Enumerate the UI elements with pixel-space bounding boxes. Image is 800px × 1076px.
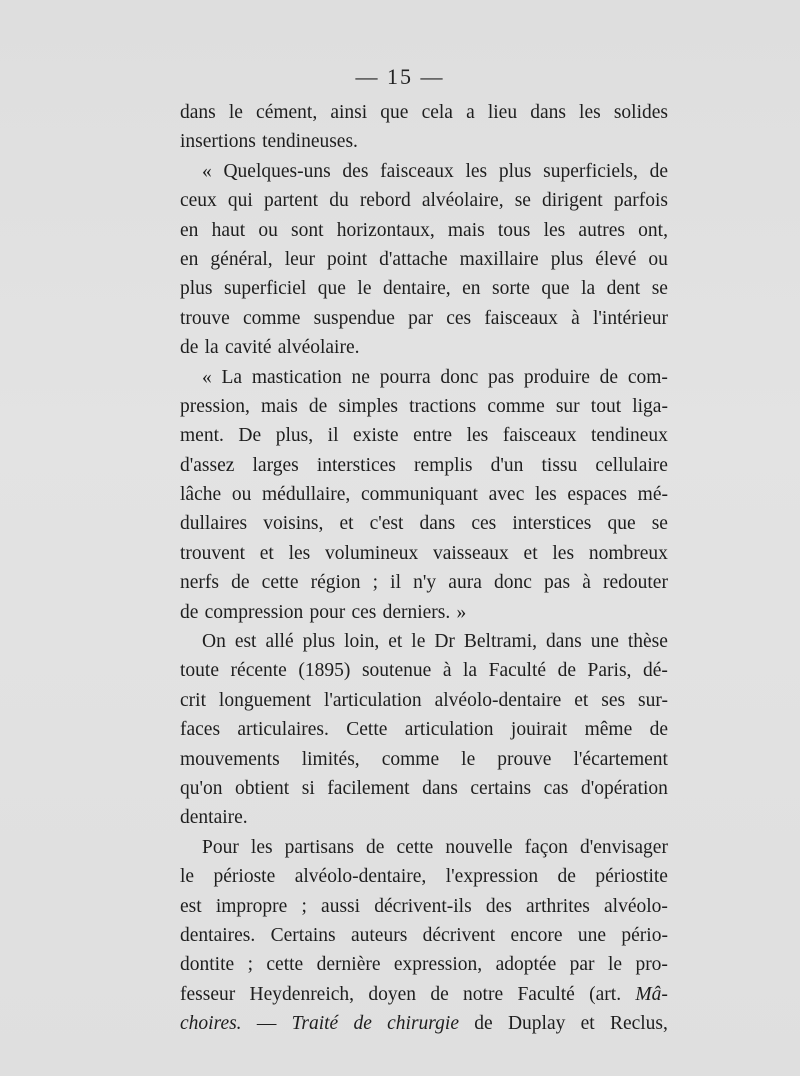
word: (art. (589, 983, 622, 1005)
word: d'un (490, 454, 524, 476)
word: Mâ- (635, 983, 668, 1005)
word: sur (555, 395, 580, 417)
word: cette (261, 572, 299, 594)
word: de (308, 395, 328, 417)
word: Faculté (488, 660, 547, 682)
word: redouter (602, 572, 668, 594)
text-line (180, 862, 668, 891)
word: communiquant (360, 484, 478, 506)
word: certains (470, 777, 532, 799)
word: plus (180, 278, 213, 300)
word: interstices (316, 454, 396, 476)
word: entre (413, 425, 453, 447)
word: qu'on (180, 777, 223, 799)
word: que (380, 102, 409, 123)
word: en (180, 248, 199, 270)
word: adoptée (495, 954, 557, 976)
word: (1895) (298, 660, 351, 682)
word: dans (545, 631, 582, 653)
word: Faculté (517, 983, 575, 1005)
word: d'assez (180, 454, 235, 476)
word: l'intérieur (593, 307, 668, 329)
word: d'attache (379, 248, 448, 270)
word: Paris, (587, 660, 632, 682)
word: pro- (635, 954, 668, 976)
text-line (180, 186, 668, 215)
word: en (180, 219, 199, 241)
word: jouirait (510, 719, 568, 741)
word: cette (266, 954, 304, 976)
word: de (180, 601, 199, 623)
word: qui (227, 190, 253, 212)
word: interstices (512, 513, 592, 535)
word: donc (440, 366, 479, 388)
word: ou (258, 219, 278, 241)
word: que (541, 278, 570, 300)
word: de (649, 719, 668, 741)
word: le (180, 866, 195, 888)
word: à (571, 307, 580, 329)
word: aura (448, 572, 482, 594)
text-line (180, 803, 668, 832)
word: si (301, 777, 315, 799)
word: mouvements (180, 748, 280, 770)
word: il (327, 425, 339, 447)
word: les (465, 160, 488, 182)
word: les (579, 102, 601, 123)
word: Certains (270, 924, 336, 946)
word: tissu (541, 454, 578, 476)
word: nerfs (180, 572, 219, 594)
text-line (180, 715, 668, 744)
word: La (221, 366, 243, 388)
word: d'opération (581, 777, 668, 799)
word: plus (550, 248, 584, 270)
word: partent (263, 190, 319, 212)
word: région (310, 572, 361, 594)
word: » (456, 601, 467, 623)
word: est (180, 895, 202, 917)
text-line (180, 656, 668, 685)
word: cavité (224, 337, 272, 359)
word: dans (419, 513, 456, 535)
word: leur (284, 248, 316, 270)
word: horizontaux, (336, 219, 435, 241)
word: de (430, 983, 449, 1005)
word: cas (543, 777, 569, 799)
word: limités, (301, 748, 360, 770)
word: vaisseaux (432, 542, 509, 564)
word: toute (180, 660, 219, 682)
word: arthrites (525, 895, 590, 917)
word: nombreux (588, 542, 668, 564)
word: prouve (497, 748, 552, 770)
word: de (599, 366, 619, 388)
word: de (353, 1013, 372, 1035)
word: se (651, 278, 668, 300)
word: l'expression (445, 866, 539, 888)
word: le (357, 278, 372, 300)
word: Dr (434, 631, 455, 653)
word: crit (180, 689, 206, 711)
word: et (523, 542, 538, 564)
word: alvéolo- (604, 895, 668, 917)
word: il (390, 572, 401, 594)
word: nouvelle (445, 836, 513, 858)
word: la (581, 278, 596, 300)
word: comme (487, 395, 545, 417)
word: fesseur (180, 983, 236, 1005)
word: les (535, 484, 557, 506)
text-line (180, 216, 668, 245)
word: sur- (638, 689, 668, 711)
word: la (463, 660, 478, 682)
text-line (180, 274, 668, 303)
word: compression (204, 601, 304, 623)
word: les (288, 542, 311, 564)
word: pas (544, 572, 571, 594)
word: produire (523, 366, 590, 388)
word: cellulaire (595, 454, 668, 476)
word: trouve (180, 307, 230, 329)
word: le (607, 954, 623, 976)
word: remplis (414, 454, 473, 476)
word: « (202, 160, 212, 182)
word: médullaire, (262, 484, 351, 506)
word: plus (498, 160, 532, 182)
word: ces (351, 601, 377, 623)
word: autres (578, 219, 625, 241)
word: parfois (613, 190, 668, 212)
word: le (461, 748, 476, 770)
word: à (442, 660, 452, 682)
word: mais (260, 395, 298, 417)
word: l'écartement (573, 748, 668, 770)
word: choires. (180, 1013, 242, 1035)
word: tous (497, 219, 531, 241)
word: les (250, 836, 273, 858)
word: faisceaux (380, 160, 454, 182)
word: à (582, 572, 591, 594)
text-line (180, 1009, 668, 1038)
text-line (180, 304, 668, 333)
word: Traité (291, 1013, 339, 1035)
word: la (204, 337, 219, 359)
word: cément, (256, 102, 318, 123)
text-line (180, 392, 668, 421)
word: faisceaux (502, 425, 577, 447)
word: comme (243, 307, 301, 329)
word: alvéolaire, (421, 190, 504, 212)
word: rebord (359, 190, 411, 212)
word: une (590, 631, 619, 653)
word: ont, (638, 219, 668, 241)
word: pério- (621, 924, 668, 946)
word: et (580, 1013, 595, 1035)
text-line (180, 451, 668, 480)
word: et (259, 542, 274, 564)
word: tout (590, 395, 622, 417)
word: lieu (487, 102, 518, 123)
word: se (514, 190, 531, 212)
text-line (180, 127, 668, 156)
word: ; (301, 895, 307, 917)
word: « (202, 366, 212, 388)
word: point (327, 248, 368, 270)
word: suspendue (313, 307, 395, 329)
word: des (342, 160, 369, 182)
page-number: — 15 — (355, 64, 445, 89)
word: plus (302, 631, 336, 653)
word: dentaires. (180, 924, 256, 946)
word: dans (180, 102, 216, 123)
word: façon (524, 836, 568, 858)
word: obtient (235, 777, 290, 799)
word: derniers. (382, 601, 451, 623)
text-line (180, 480, 668, 509)
word: thèse (627, 631, 668, 653)
word: expression, (393, 954, 483, 976)
word: espaces (567, 484, 627, 506)
word: de (557, 866, 576, 888)
word: comme (381, 748, 440, 770)
word: n'y (413, 572, 437, 594)
word: trouvent (180, 542, 245, 564)
word: allé (265, 631, 294, 653)
word: com- (627, 366, 668, 388)
word: a (466, 102, 475, 123)
word: est (234, 631, 257, 653)
word: volumineux (325, 542, 419, 564)
word: dentaire. (180, 807, 248, 829)
word: encore (510, 924, 563, 946)
word: cette (396, 836, 434, 858)
word: tractions (409, 395, 477, 417)
word: élevé (595, 248, 637, 270)
word: de (366, 836, 385, 858)
word: facilement (327, 777, 410, 799)
word: récente (230, 660, 287, 682)
word: tendineuses. (262, 131, 358, 153)
word: Cette (346, 719, 388, 741)
word: dirigent (542, 190, 603, 212)
word: impropre (215, 895, 288, 917)
word: d'envisager (579, 836, 668, 858)
word: ; (372, 572, 379, 594)
word: ainsi (330, 102, 368, 123)
word: Beltrami, (463, 631, 537, 653)
word: de (180, 337, 199, 359)
word: simples (338, 395, 398, 417)
text-line (180, 745, 668, 774)
word: et (339, 513, 354, 535)
word: ne (351, 366, 370, 388)
word: même (584, 719, 633, 741)
word: dernière (316, 954, 381, 976)
word: notre (463, 983, 504, 1005)
word: pression, (180, 395, 250, 417)
text-line (180, 539, 668, 568)
word: loin, (344, 631, 380, 653)
word: le (228, 102, 243, 123)
word: et (574, 689, 589, 711)
word: aussi (321, 895, 361, 917)
word: les (543, 219, 566, 241)
word: soutenue (361, 660, 432, 682)
word: dontite (180, 954, 235, 976)
word: dans (422, 777, 458, 799)
word: auteurs (350, 924, 408, 946)
text-line (180, 363, 668, 392)
word: et (388, 631, 403, 653)
word: Duplay (507, 1013, 566, 1035)
word: haut (211, 219, 246, 241)
text-line (180, 686, 668, 715)
word: dentaire, (382, 278, 451, 300)
word: se (651, 513, 668, 535)
word: solides (613, 102, 668, 123)
word: articulaires. (237, 719, 329, 741)
word: de (557, 660, 576, 682)
word: ceux (180, 190, 217, 212)
word: périoste (213, 866, 276, 888)
text-line (180, 892, 668, 921)
text-line (180, 333, 668, 362)
word: voisins, (263, 513, 324, 535)
word: par (408, 307, 433, 329)
word: Heydenreich, (249, 983, 355, 1005)
text-line (180, 245, 668, 274)
word: doyen (368, 983, 417, 1005)
text-line (180, 921, 668, 950)
word: Reclus, (609, 1013, 668, 1035)
word: l'articulation (323, 689, 422, 711)
word: maxillaire (459, 248, 539, 270)
word: faisceaux (484, 307, 558, 329)
text-line (180, 627, 668, 656)
word: de (474, 1013, 493, 1035)
word: ces (446, 307, 472, 329)
word: une (577, 924, 607, 946)
word: général, (210, 248, 273, 270)
word: ment. (180, 425, 224, 447)
word: alvéolo-dentaire (434, 689, 562, 711)
word: des (485, 895, 512, 917)
body-text (180, 98, 668, 1039)
word: le (411, 631, 426, 653)
word: tendineux (591, 425, 668, 447)
word: c'est (369, 513, 404, 535)
word: dans (530, 102, 566, 123)
text-line (180, 980, 668, 1009)
word: insertions (180, 131, 256, 153)
word: en (462, 278, 481, 300)
word: articulation (404, 719, 494, 741)
word: du (329, 190, 349, 212)
word: décrivent-ils (374, 895, 472, 917)
word: Quelques-uns (223, 160, 331, 182)
word: dé- (642, 660, 668, 682)
word: mastication (251, 366, 342, 388)
word: dullaires (180, 513, 248, 535)
word: On (202, 631, 226, 653)
text-line (180, 98, 668, 127)
text-line (180, 774, 668, 803)
word: périostite (595, 866, 668, 888)
text-line (180, 950, 668, 979)
word: pourra (379, 366, 431, 388)
word: les (466, 425, 489, 447)
word: sont (291, 219, 324, 241)
word: chirurgie (387, 1013, 459, 1035)
word: pour (309, 601, 346, 623)
word: ou (231, 484, 252, 506)
word: superficiels, (543, 160, 638, 182)
text-line (180, 157, 668, 186)
word: faces (180, 719, 221, 741)
word: alvéolo-dentaire, (294, 866, 427, 888)
word: ou (648, 248, 668, 270)
word: de (231, 572, 250, 594)
word: plus, (275, 425, 314, 447)
word: De (238, 425, 262, 447)
word: lâche (180, 484, 222, 506)
word: que (317, 278, 346, 300)
word: alvéolaire. (277, 337, 360, 359)
word: liga- (632, 395, 668, 417)
word: Pour (202, 836, 239, 858)
word: longuement (218, 689, 311, 711)
word: avec (488, 484, 525, 506)
word: superficiel (224, 278, 307, 300)
word: que (607, 513, 636, 535)
word: par (569, 954, 595, 976)
word: donc (494, 572, 532, 594)
word: existe (353, 425, 399, 447)
word: mais (447, 219, 485, 241)
text-line (180, 509, 668, 538)
text-line (180, 568, 668, 597)
word: de (649, 160, 668, 182)
text-line (180, 421, 668, 450)
text-line (180, 833, 668, 862)
word: mé- (637, 484, 668, 506)
word: — (256, 1013, 277, 1035)
word: dent (606, 278, 641, 300)
word: cela (421, 102, 453, 123)
word: partisans (284, 836, 354, 858)
word: les (552, 542, 575, 564)
word: ces (471, 513, 497, 535)
word: pas (488, 366, 515, 388)
word: ; (247, 954, 253, 976)
word: larges (252, 454, 299, 476)
word: ses (601, 689, 626, 711)
word: décrivent (422, 924, 496, 946)
text-line (180, 598, 668, 627)
word: sorte (492, 278, 530, 300)
